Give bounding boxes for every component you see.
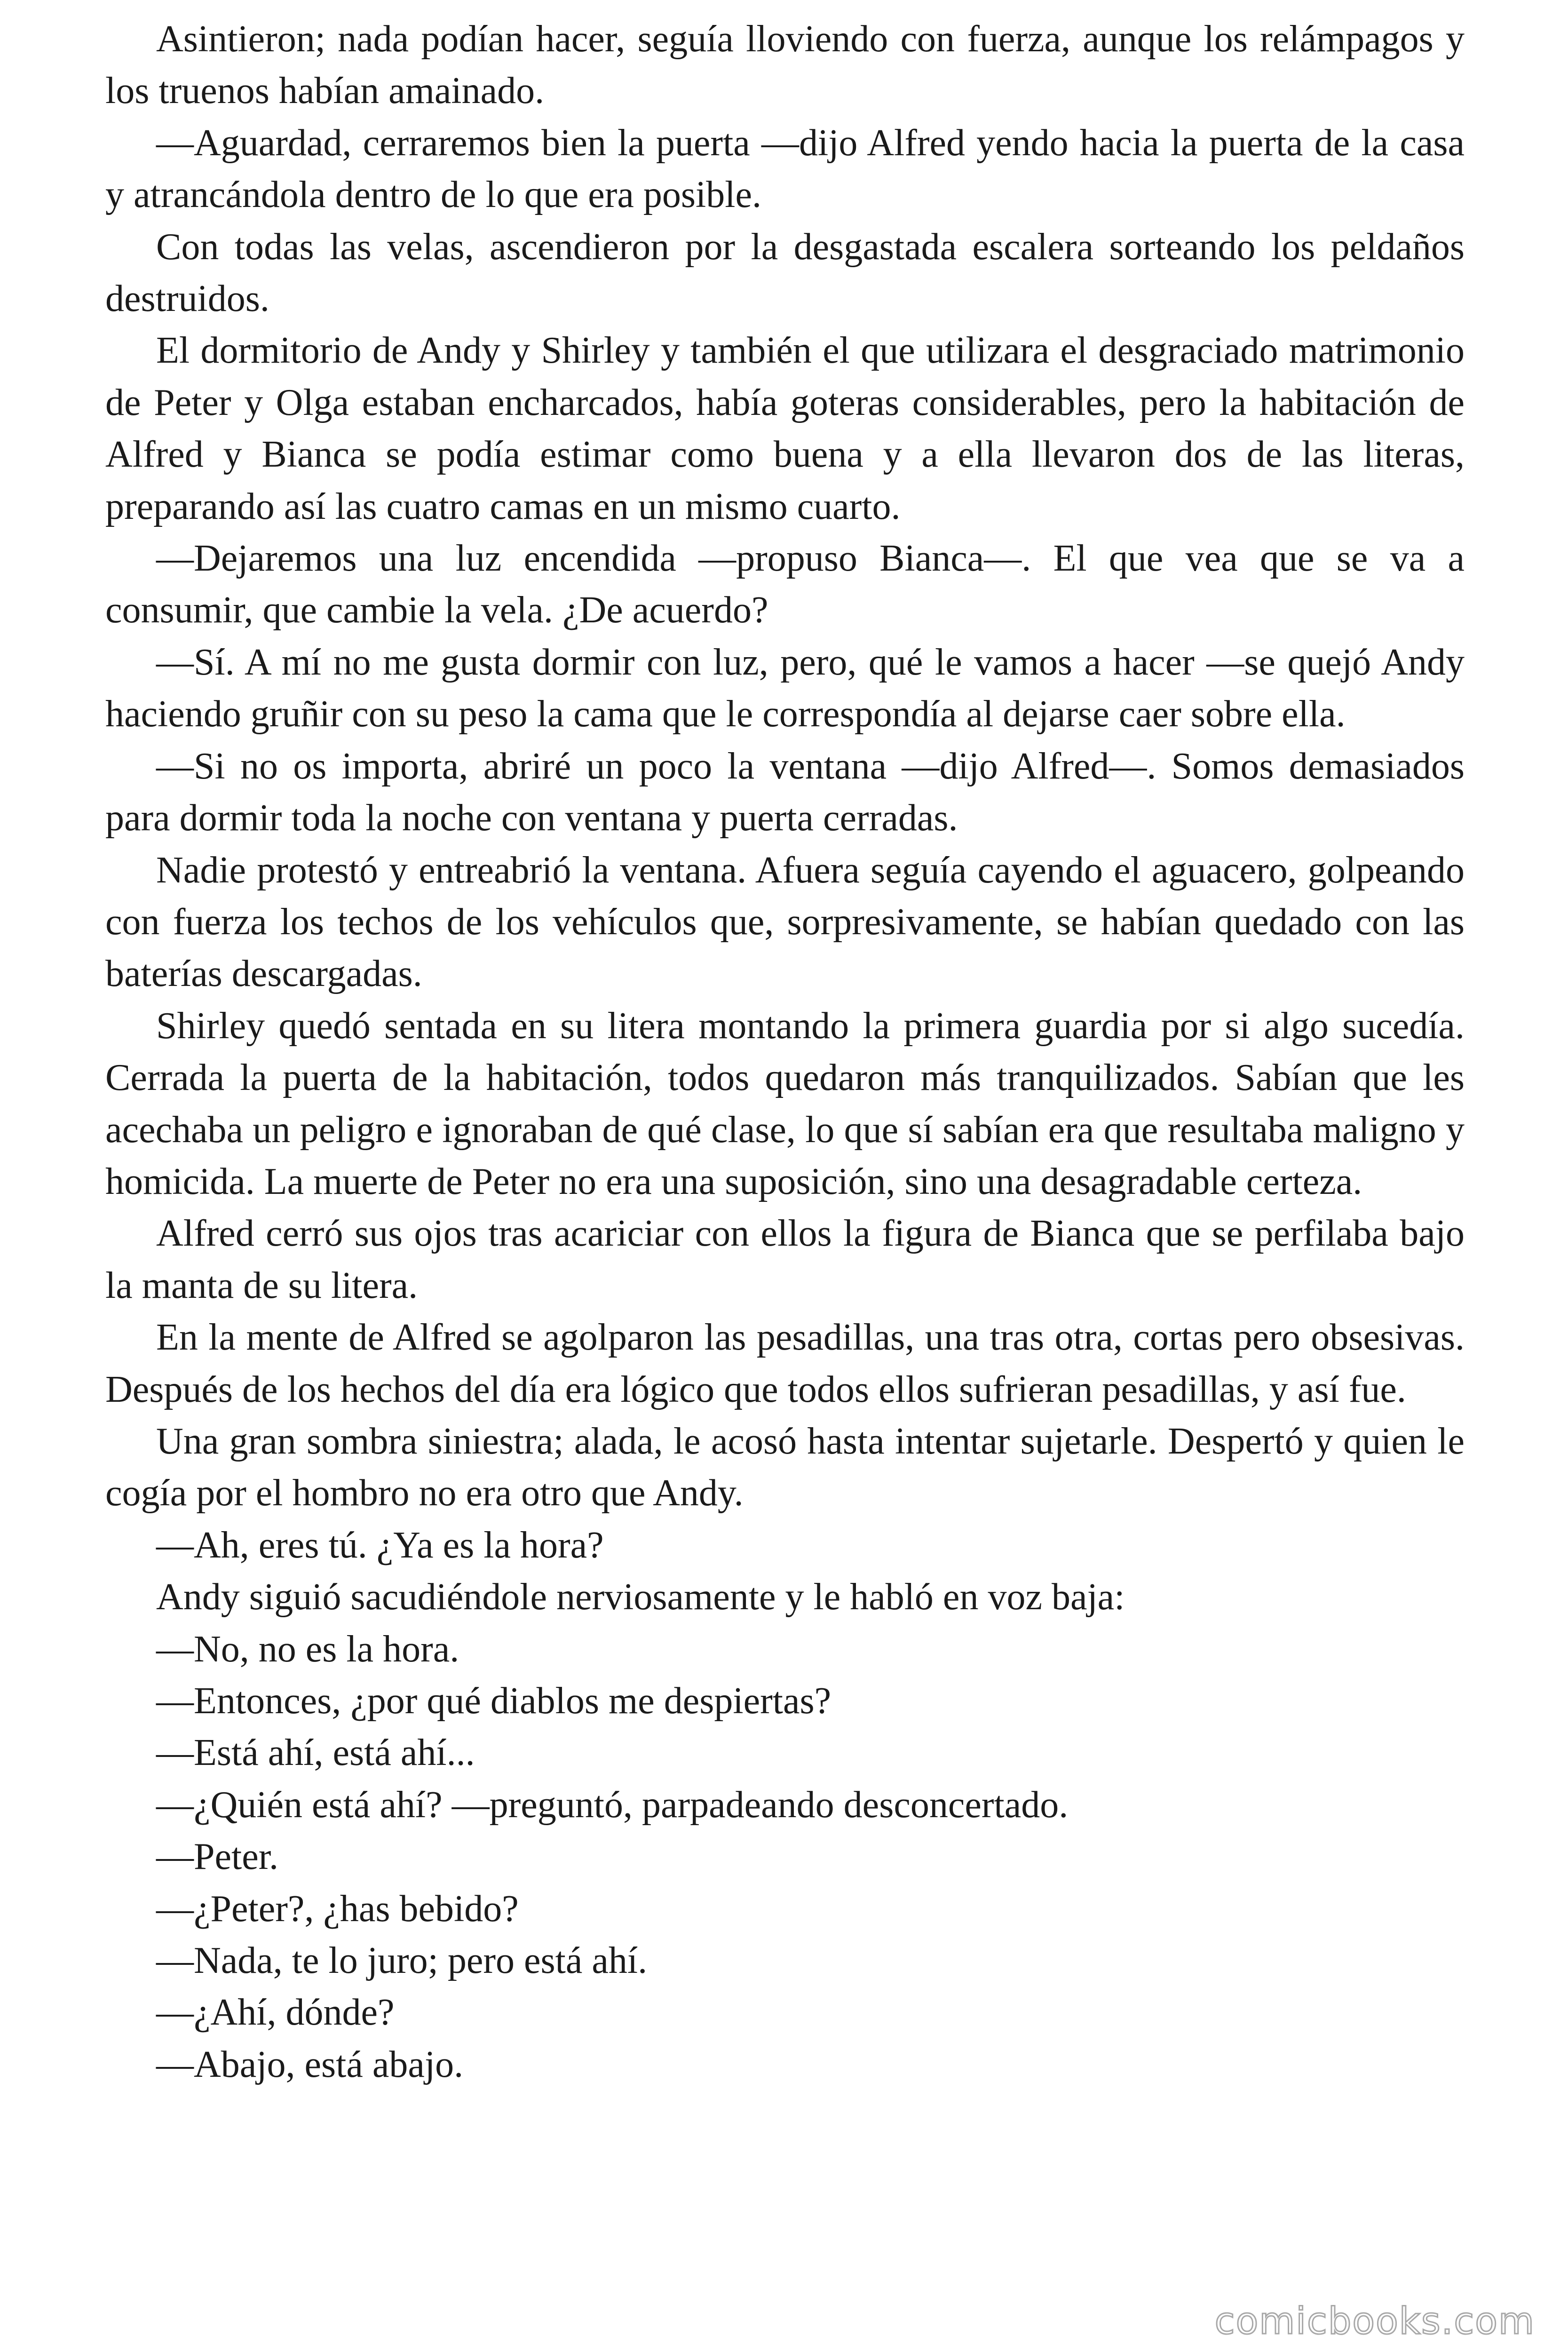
paragraph: —Ah, eres tú. ¿Ya es la hora?: [156, 1524, 604, 1566]
paragraph: —Si no os importa, abriré un poco la ventana —dijo Alfred—. Somos demasiados para dormir toda la noche con ventana y puerta cerradas.: [105, 745, 1465, 839]
paragraph: Una gran sombra siniestra; alada, le acosó hasta intentar sujetarle. Despertó y quien le cogía por el hombro no era otro que Andy.: [105, 1420, 1465, 1514]
paragraph: —Aguardad, cerraremos bien la puerta —dijo Alfred yendo hacia la puerta de la casa y atrancándola dentro de lo que era posible.: [105, 122, 1465, 216]
paragraph: En la mente de Alfred se agolparon las pesadillas, una tras otra, cortas pero obsesivas. Después de los hechos del día era lógico que todos ellos sufrieran pesadillas, y así fue.: [105, 1317, 1465, 1410]
paragraph: —Dejaremos una luz encendida —propuso Bianca—. El que vea que se va a consumir, que cambie la vela. ¿De acuerdo?: [105, 538, 1465, 631]
paragraph: —Entonces, ¿por qué diablos me despiertas?: [156, 1680, 832, 1722]
paragraph: —Sí. A mí no me gusta dormir con luz, pero, qué le vamos a hacer —se quejó Andy haciendo gruñir con su peso la cama que le correspondía al dejarse caer sobre ella.: [105, 641, 1465, 735]
paragraph: —Peter.: [156, 1836, 278, 1878]
paragraph: Nadie protestó y entreabrió la ventana. Afuera seguía cayendo el aguacero, golpeando con fuerza los techos de los vehículos que, sorpresivamente, se habían quedado con las baterías descargadas.: [105, 849, 1465, 995]
paragraph: Con todas las velas, ascendieron por la desgastada escalera sorteando los peldaños destruidos.: [105, 226, 1465, 320]
watermark: comicbooks.com: [1214, 2300, 1535, 2343]
document-page: [105, 13, 1465, 2280]
paragraph: —¿Peter?, ¿has bebido?: [156, 1888, 519, 1930]
paragraph: Shirley quedó sentada en su litera montando la primera guardia por si algo sucedía. Cerrada la puerta de la habitación, todos quedaron más tranquilizados. Sabían que les acechaba un peligro e ignoraban de qué clase, lo que sí sabían era que resultaba maligno y homicida. La muerte de Peter no era una suposición, sino una desagradable certeza.: [105, 1005, 1465, 1202]
paragraph: —Abajo, está abajo.: [156, 2043, 464, 2085]
paragraph: —¿Ahí, dónde?: [156, 1992, 395, 2034]
paragraph: —¿Quién está ahí? —preguntó, parpadeando desconcertado.: [156, 1784, 1069, 1826]
paragraph: Asintieron; nada podían hacer, seguía lloviendo con fuerza, aunque los relámpagos y los truenos habían amainado.: [105, 18, 1465, 112]
paragraph: Alfred cerró sus ojos tras acariciar con ellos la figura de Bianca que se perfilaba bajo la manta de su litera.: [105, 1213, 1465, 1306]
paragraph: —Nada, te lo juro; pero está ahí.: [156, 1940, 648, 1982]
paragraph: —Está ahí, está ahí...: [156, 1732, 475, 1774]
paragraph: —No, no es la hora.: [156, 1628, 459, 1670]
paragraph: El dormitorio de Andy y Shirley y también el que utilizara el desgraciado matrimonio de Peter y Olga estaban encharcados, había goteras considerables, pero la habitación de Alfred y Bianca se podía estimar como buena y a ella llevaron dos de las literas, preparando así las cuatro camas en un mismo cuarto.: [105, 330, 1465, 527]
paragraph: Andy siguió sacudiéndole nerviosamente y le habló en voz baja:: [156, 1576, 1125, 1618]
